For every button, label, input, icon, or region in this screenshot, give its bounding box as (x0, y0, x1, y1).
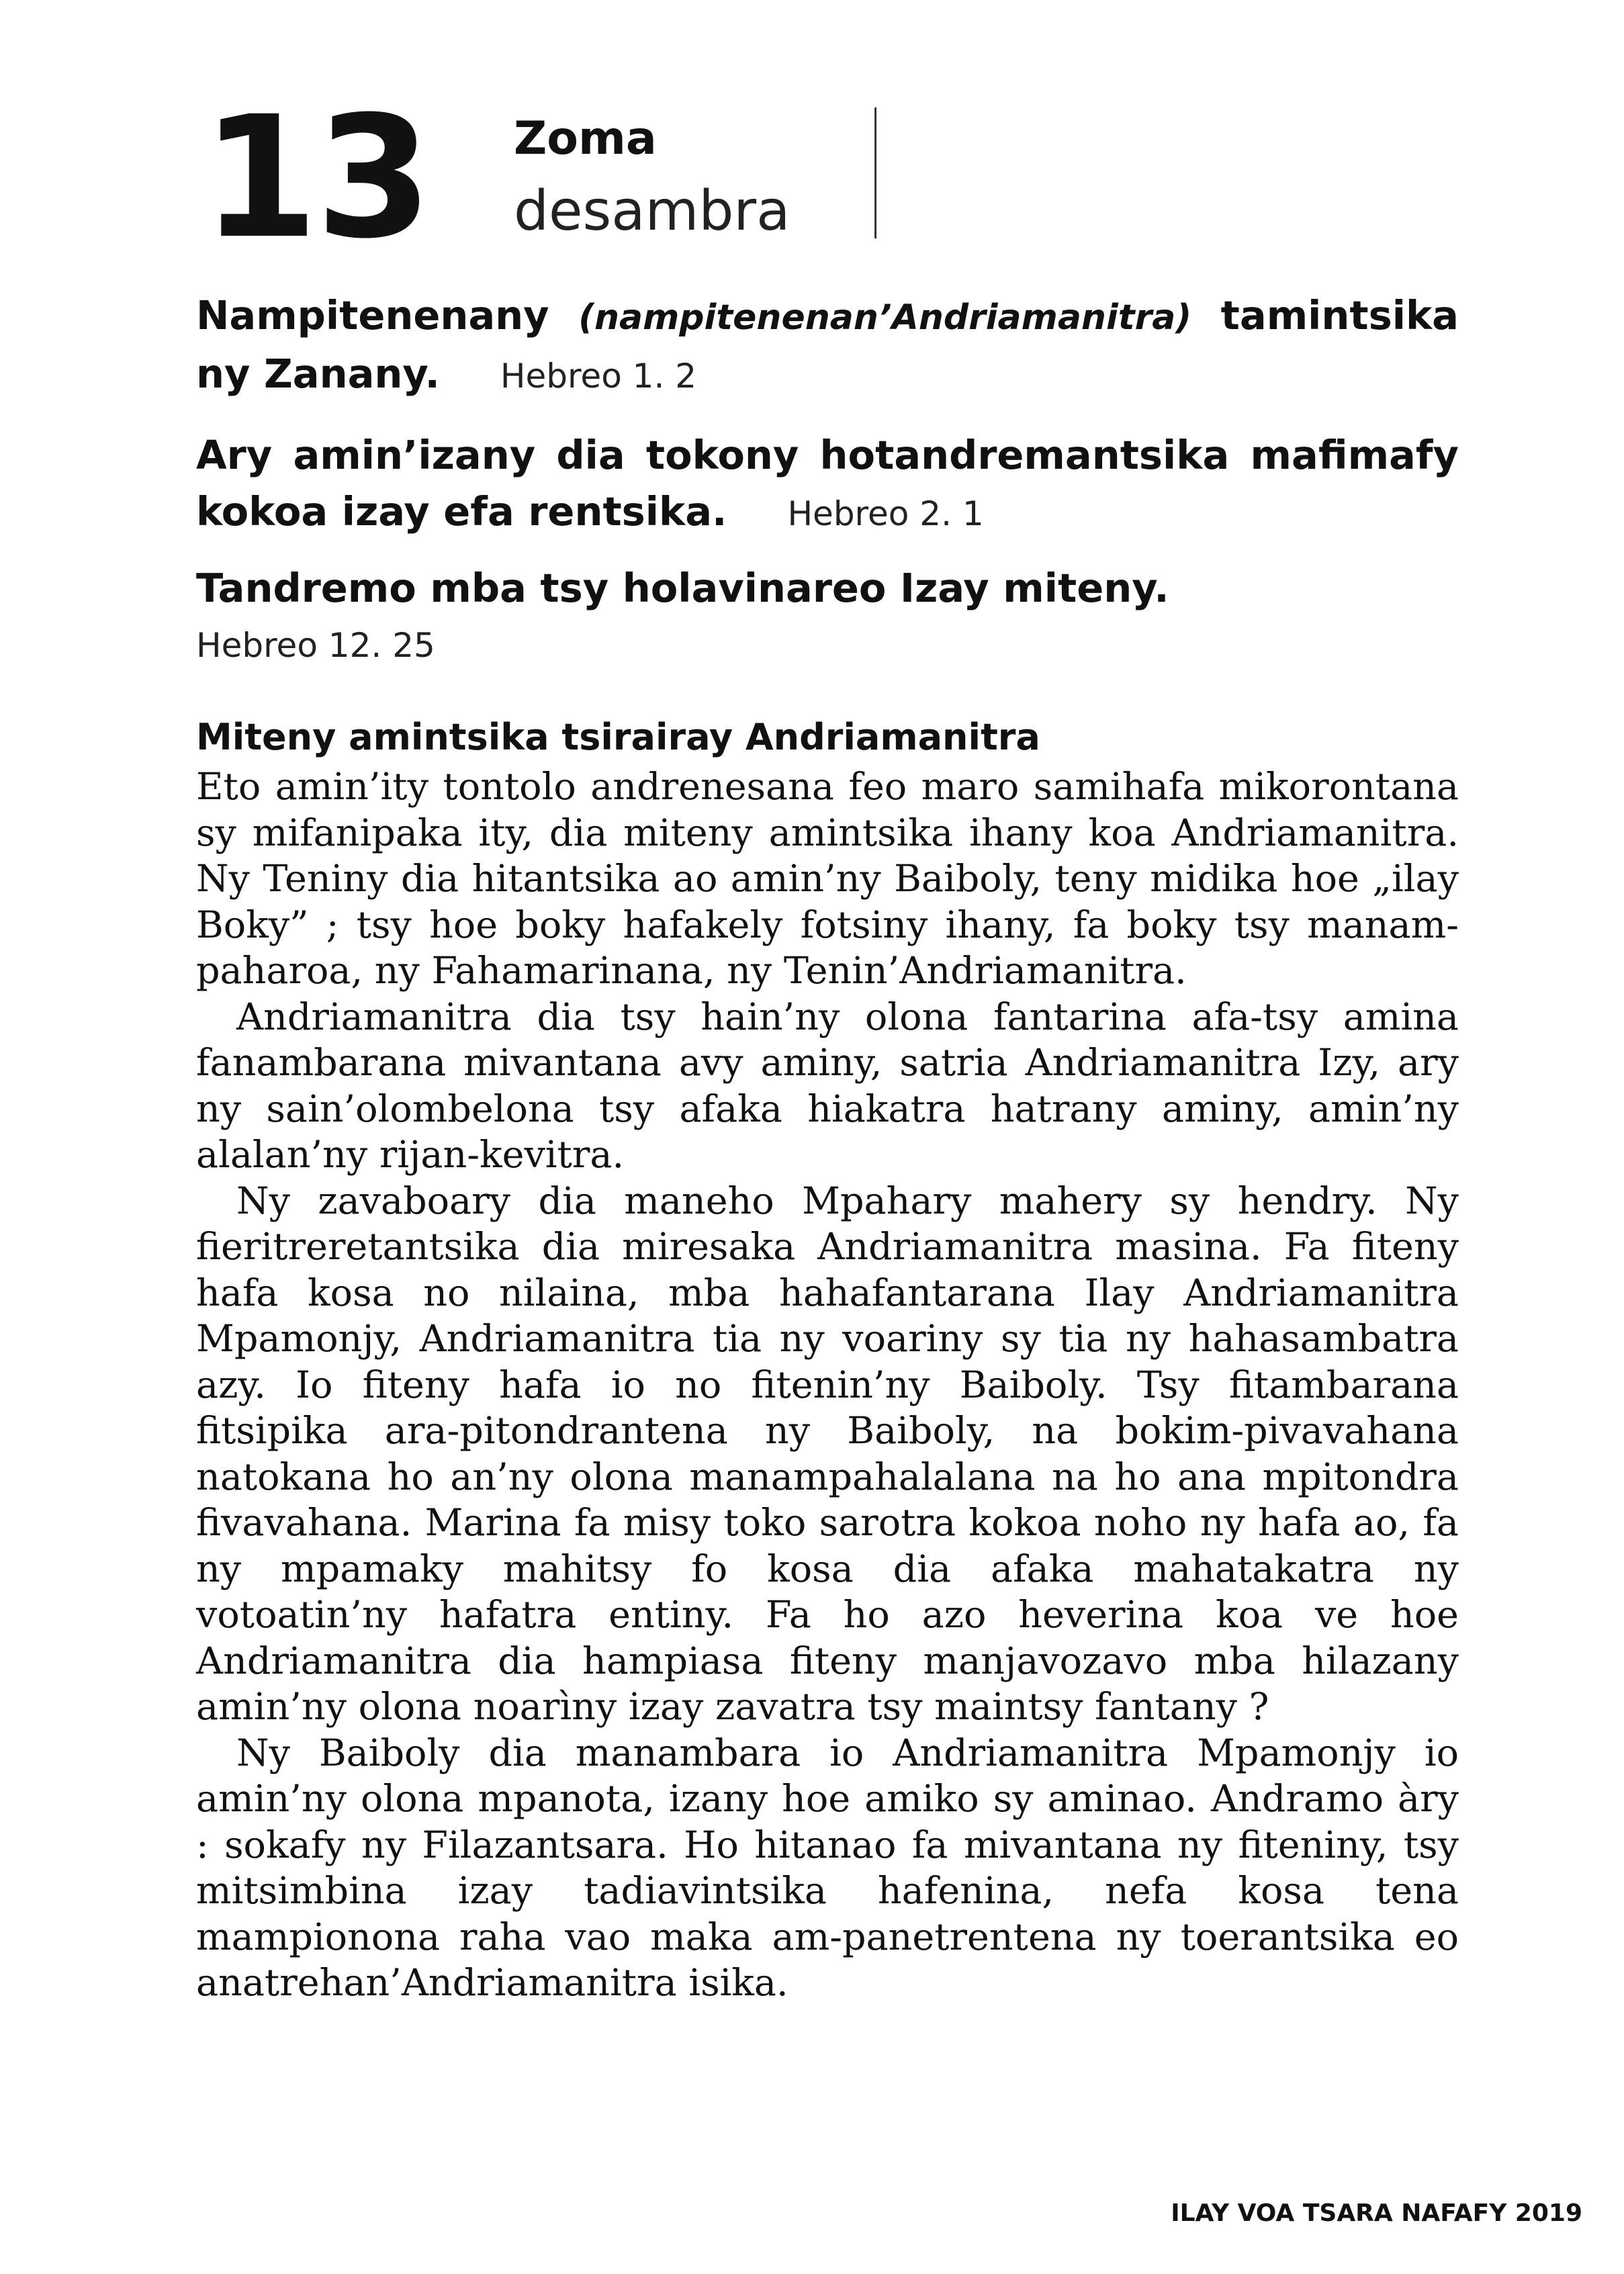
verse-2-reference: Hebreo 2. 1 (787, 494, 984, 533)
verse-1-reference: Hebreo 1. 2 (500, 357, 697, 396)
verse-1-text-after: tamintsika ny Zanany. (196, 292, 1459, 397)
day-number: 13 (201, 80, 430, 275)
article-paragraph-3: Ny zavaboary dia maneho Mpahary mahery sy hendry. Ny fieritreretantsika dia miresaka Andriamanitra masina. Fa fiteny hafa kosa no nilaina, mba hahafantarana Ilay Andriamanitra Mpamonjy, Andriamanitra tia ny voariny sy tia ny hahasambatra azy. Io fiteny hafa io no fitenin’ny Baiboly. Tsy fitambarana fitsipika ara-pitondrantena ny Baiboly, na bokim-pivavahana natokana ho an’ny olona manampahalalana na ho ana mpitondra fivavahana. Marina fa misy toko sarotra kokoa noho ny hafa ao, fa ny mpamaky mahitsy fo kosa dia afaka mahatakatra ny votoatin’ny hafatra entiny. Fa ho azo heverina koa ve hoe Andriamanitra dia hampiasa fiteny manjavozavo mba hilazany amin’ny olona noarìny izay zavatra tsy maintsy fantany ? (196, 1179, 1459, 1729)
article-body (196, 764, 1459, 2007)
article-title: Miteny amintsika tsirairay Andriamanitra (196, 716, 1040, 758)
date-header (201, 80, 887, 275)
month: desambra (514, 179, 791, 243)
verse-1 (196, 287, 1459, 404)
verse-3 (196, 560, 1459, 617)
verse-3-reference: Hebreo 12. 25 (196, 626, 435, 665)
verse-1-text: Nampitenenany (196, 292, 579, 338)
weekday: Zoma (514, 112, 657, 165)
verse-2 (196, 427, 1459, 542)
verse-1-emphasis: (nampitenenan’Andriamanitra) (578, 298, 1192, 338)
header-divider (874, 107, 876, 238)
footer-title: ILAY VOA TSARA NAFAFY 2019 (1171, 2199, 1582, 2227)
article-paragraph-2: Andriamanitra dia tsy hain’ny olona fantarina afa-tsy amina fanambarana mivantana avy aminy, satria Andriamanitra Izy, ary ny sain’olombelona tsy afaka hiakatra hatrany aminy, amin’ny alalan’ny rijan-kevitra. (196, 995, 1459, 1177)
verse-2-text: Ary amin’izany dia tokony hotandremantsika mafimafy kokoa izay efa rentsika. (196, 432, 1459, 535)
article-paragraph-4: Ny Baiboly dia manambara io Andriamanitra Mpamonjy io amin’ny olona mpanota, izany hoe amiko sy aminao. Andramo àry : sokafy ny Filazantsara. Ho hitanao fa mivantana ny fiteniny, tsy mitsimbina izay tadiavintsika hafenina, nefa kosa tena mampionona raha vao maka am-panetrentena ny toerantsika eo anatrehan’Andriamanitra isika. (196, 1731, 1459, 2005)
article-paragraph-1: Eto amin’ity tontolo andrenesana feo maro samihafa mikorontana sy mifanipaka ity, dia miteny amintsika ihany koa Andriamanitra. Ny Teniny dia hitantsika ao amin’ny Baiboly, teny midika hoe „ilay Boky” ; tsy hoe boky hafakely fotsiny ihany, fa boky tsy manam-paharoa, ny Fahamarinana, ny Tenin’Andriamanitra. (196, 765, 1459, 993)
verse-3-text: Tandremo mba tsy holavinareo Izay miteny. (196, 565, 1169, 611)
